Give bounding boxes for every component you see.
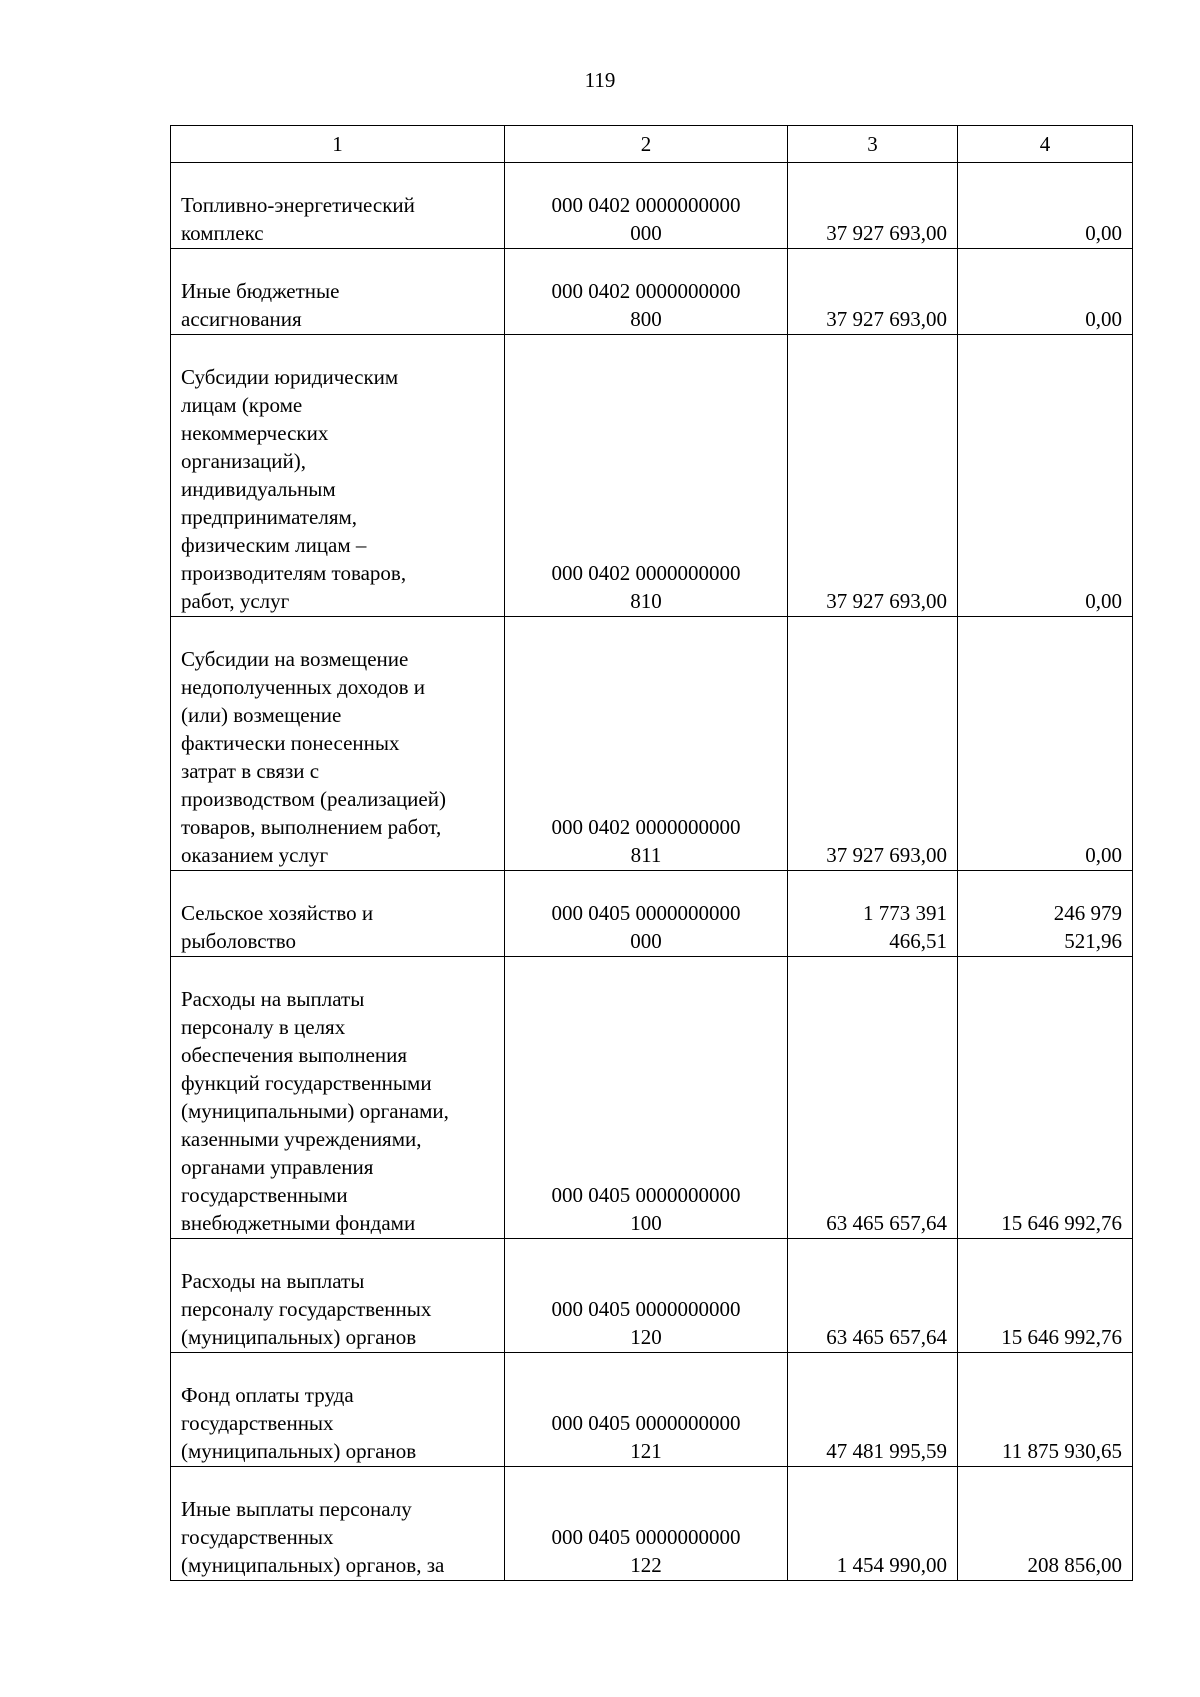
row-name-cell <box>171 871 505 957</box>
row-col4-cell <box>958 1353 1133 1467</box>
row-code-cell <box>505 163 788 249</box>
row-col3-value: 63 465 657,64 <box>826 1211 947 1235</box>
row-name: Топливно-энергетический комплекс <box>181 193 415 245</box>
row-col4-value: 0,00 <box>1085 221 1122 245</box>
table-row <box>171 249 1133 335</box>
row-code-cell <box>505 1467 788 1581</box>
row-name-cell <box>171 1239 505 1353</box>
row-name: Фонд оплаты труда государственных (муниципальных) органов <box>181 1383 417 1463</box>
row-col4-value: 11 875 930,65 <box>1002 1439 1122 1463</box>
row-name: Субсидии юридическим лицам (кроме некоммерческих организаций), индивидуальным предпринимателям, физическим лицам – производителям товаров, работ, услуг <box>181 365 407 613</box>
row-name-cell <box>171 335 505 617</box>
row-name-cell <box>171 1467 505 1581</box>
table-row <box>171 871 1133 957</box>
header-row <box>171 126 1133 163</box>
row-name: Расходы на выплаты персоналу в целях обеспечения выполнения функций государственными (муниципальными) органами, казенными учреждениями, органами управления государственными внебюджетными фондами <box>181 987 449 1235</box>
row-col3-value: 47 481 995,59 <box>826 1439 947 1463</box>
row-code: 000 0405 0000000000 100 <box>551 1183 741 1235</box>
row-col3-value: 37 927 693,00 <box>826 843 947 867</box>
row-col4-value: 15 646 992,76 <box>1001 1211 1122 1235</box>
row-col4-value: 15 646 992,76 <box>1001 1325 1122 1349</box>
table-row <box>171 335 1133 617</box>
row-col3-cell <box>788 1239 958 1353</box>
row-name: Субсидии на возмещение недополученных доходов и (или) возмещение фактически понесенных затрат в связи с производством (реализацией) товаров, выполнением работ, оказанием услуг <box>181 647 446 867</box>
row-code-cell <box>505 335 788 617</box>
row-col4-cell <box>958 1239 1133 1353</box>
table-row <box>171 1239 1133 1353</box>
row-col3-value: 1 454 990,00 <box>836 1553 947 1577</box>
row-name: Иные бюджетные ассигнования <box>181 279 340 331</box>
row-name-cell <box>171 1353 505 1467</box>
row-col3-cell <box>788 1467 958 1581</box>
row-code: 000 0402 0000000000 810 <box>551 561 741 613</box>
row-code-cell <box>505 1239 788 1353</box>
row-code: 000 0402 0000000000 811 <box>551 815 741 867</box>
row-col3-cell <box>788 871 958 957</box>
row-code-cell <box>505 617 788 871</box>
row-name-cell <box>171 957 505 1239</box>
row-col3-value: 1 773 391 466,51 <box>863 901 947 953</box>
header-cell-1: 1 <box>171 126 505 163</box>
row-name: Расходы на выплаты персоналу государственных (муниципальных) органов <box>181 1269 432 1349</box>
row-code-cell <box>505 871 788 957</box>
row-col3-cell <box>788 163 958 249</box>
row-code-cell <box>505 957 788 1239</box>
row-code: 000 0402 0000000000 800 <box>551 279 741 331</box>
header-cell-3: 3 <box>788 126 958 163</box>
row-col3-value: 37 927 693,00 <box>826 589 947 613</box>
row-code: 000 0405 0000000000 121 <box>551 1411 741 1463</box>
budget-table <box>170 125 1133 1581</box>
row-code-cell <box>505 1353 788 1467</box>
row-col4-cell <box>958 617 1133 871</box>
row-col4-value: 0,00 <box>1085 589 1122 613</box>
row-col4-cell <box>958 163 1133 249</box>
row-col3-value: 37 927 693,00 <box>826 307 947 331</box>
row-col3-cell <box>788 617 958 871</box>
table-row <box>171 617 1133 871</box>
row-code: 000 0402 0000000000 000 <box>551 193 741 245</box>
row-col4-cell <box>958 957 1133 1239</box>
row-name-cell <box>171 617 505 871</box>
row-col3-value: 63 465 657,64 <box>826 1325 947 1349</box>
row-code-cell <box>505 249 788 335</box>
row-col4-cell <box>958 335 1133 617</box>
row-col3-cell <box>788 957 958 1239</box>
row-col4-value: 0,00 <box>1085 307 1122 331</box>
row-col4-cell <box>958 1467 1133 1581</box>
table-row <box>171 1467 1133 1581</box>
row-col3-cell <box>788 1353 958 1467</box>
row-col4-cell <box>958 249 1133 335</box>
header-cell-4: 4 <box>958 126 1133 163</box>
row-name-cell <box>171 249 505 335</box>
row-col4-value: 246 979 521,96 <box>1053 901 1122 953</box>
row-name-cell <box>171 163 505 249</box>
page-number: 119 <box>584 68 616 92</box>
row-col3-cell <box>788 249 958 335</box>
row-col4-value: 0,00 <box>1085 843 1122 867</box>
row-col3-cell <box>788 335 958 617</box>
row-code: 000 0405 0000000000 000 <box>551 901 741 953</box>
row-code: 000 0405 0000000000 120 <box>551 1297 741 1349</box>
row-col3-value: 37 927 693,00 <box>826 221 947 245</box>
row-col4-value: 208 856,00 <box>1027 1553 1122 1577</box>
row-name: Сельское хозяйство и рыболовство <box>181 901 374 953</box>
row-code: 000 0405 0000000000 122 <box>551 1525 741 1577</box>
table-row <box>171 163 1133 249</box>
row-col4-cell <box>958 871 1133 957</box>
header-cell-2: 2 <box>505 126 788 163</box>
row-name: Иные выплаты персоналу государственных (муниципальных) органов, за <box>181 1497 445 1577</box>
table-row <box>171 1353 1133 1467</box>
table-row <box>171 957 1133 1239</box>
